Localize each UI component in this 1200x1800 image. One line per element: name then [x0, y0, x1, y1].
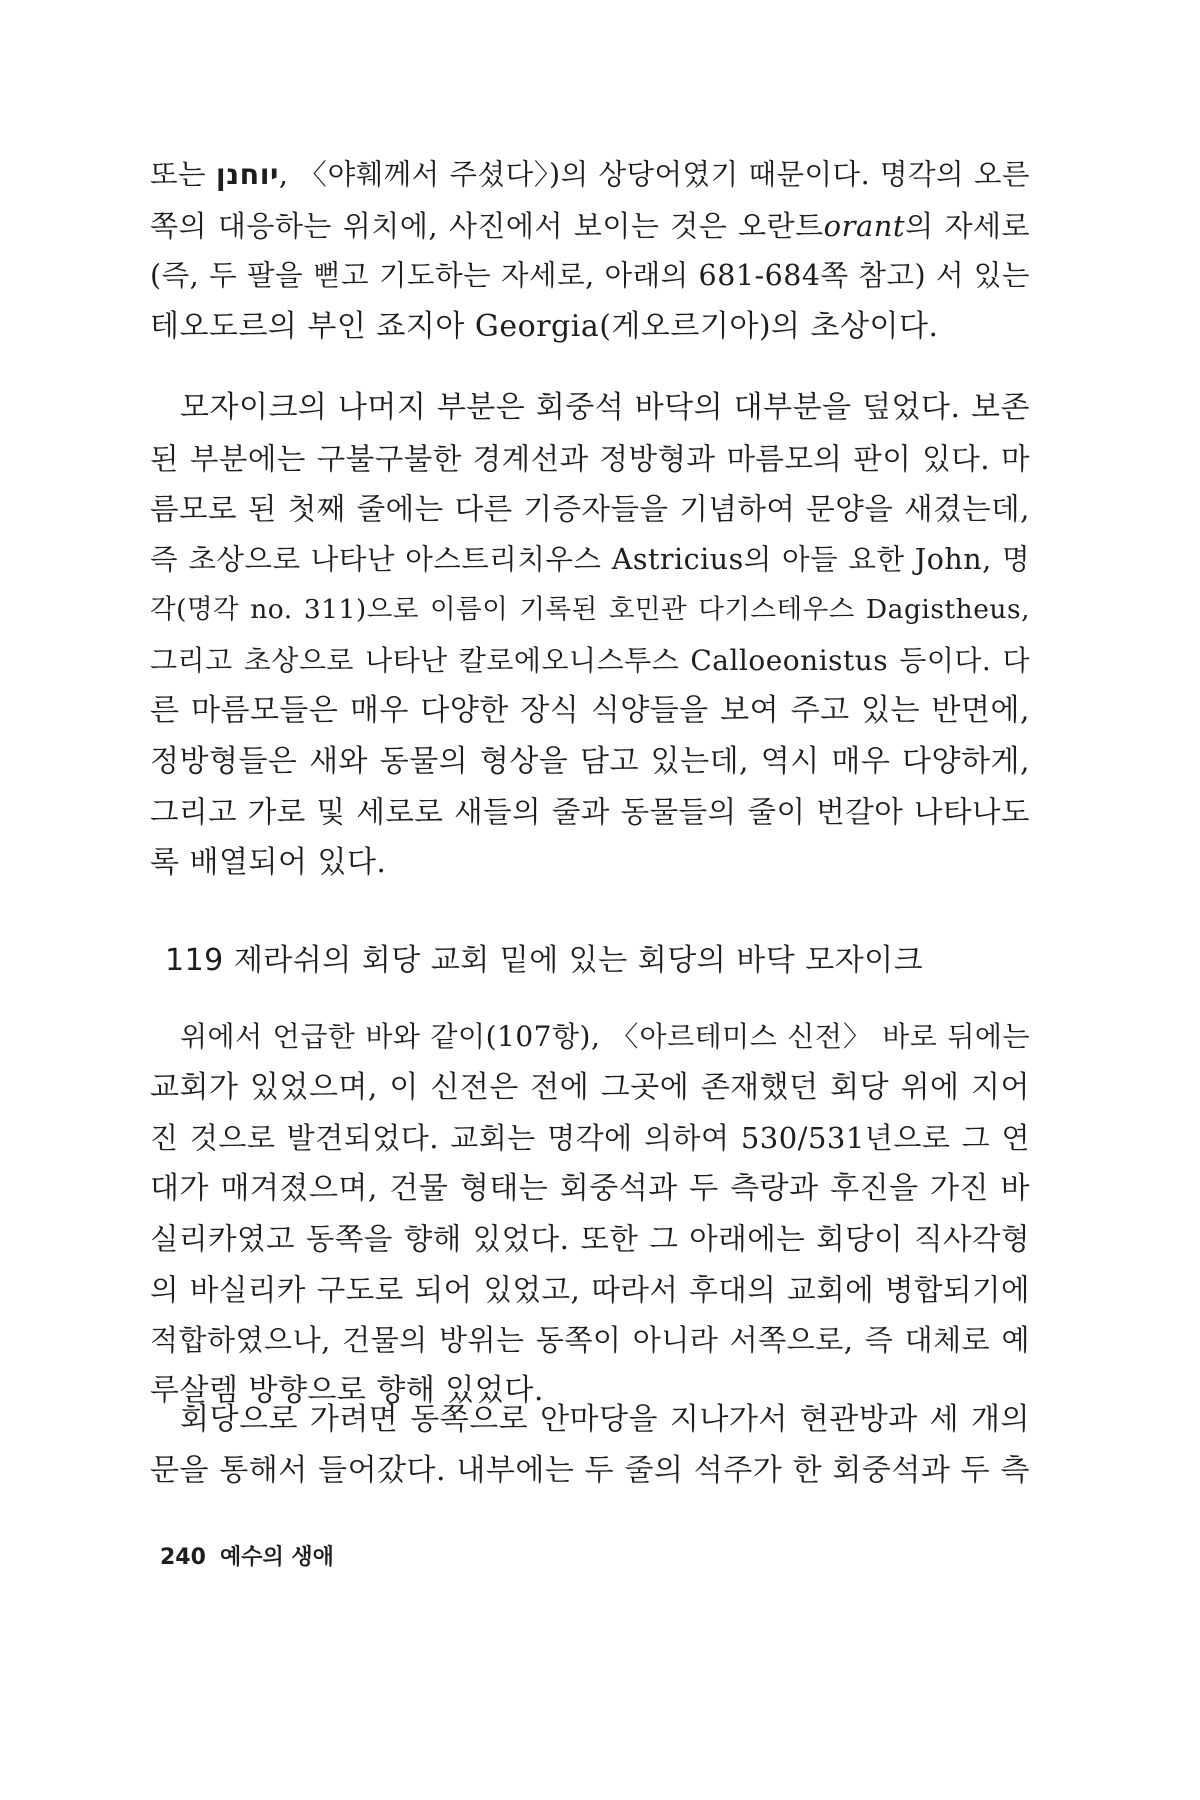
text-line: 진 것으로 발견되었다. 교회는 명각에 의하여 530/531년으로 그 연 [150, 1121, 1030, 1155]
text-line: 교회가 있었으며, 이 신전은 전에 그곳에 존재했던 회당 위에 지어 [150, 1069, 1030, 1105]
text-line: 된 부분에는 구불구불한 경계선과 정방형과 마름모의 판이 있다. 마 [150, 441, 1030, 476]
page-number: 240 [160, 1545, 206, 1570]
text-line: 록 배열되어 있다. [150, 844, 387, 880]
section-number: 119 [165, 943, 224, 978]
paragraph-church-synagogue [150, 1012, 1030, 1416]
text-line: 루살렘 방향으로 향해 있었다. [150, 1372, 544, 1408]
text-line: 회당으로 가려면 동쪽으로 안마당을 지나가서 현관방과 세 개의 [180, 1402, 1030, 1437]
text-line: 른 마름모들은 매우 다양한 장식 식양들을 보여 주고 있는 반면에, [150, 693, 1030, 728]
text-line: 즉 초상으로 나타난 아스트리치우스 Astricius의 아들 요한 John, 명 [150, 542, 1030, 576]
text-line: 각(명각 no. 311)으로 이름이 기록된 호민관 다기스테우스 Dagistheus, [150, 594, 1030, 625]
section-heading [165, 935, 923, 979]
section-title: 제라쉬의 회당 교회 밑에 있는 회당의 바닥 모자이크 [233, 943, 924, 978]
text-line: 테오도르의 부인 죠지아 Georgia(게오르기아)의 초상이다. [150, 308, 939, 344]
text-line: 그리고 가로 및 세로로 새들의 줄과 동물들의 줄이 번갈아 나타나도 [150, 795, 1030, 829]
text-line: 름모로 된 첫째 줄에는 다른 기증자들을 기념하여 문양을 새겼는데, [150, 492, 1030, 526]
hebrew-name: יוחנן [215, 158, 279, 191]
text-line: 위에서 언급한 바와 같이(107항), 〈아르테미스 신전〉 바로 뒤에는 [180, 1020, 1030, 1053]
text-line: 쪽의 대응하는 위치에, 사진에서 보이는 것은 오란트orant의 자세로 [150, 208, 1031, 243]
text-line: 적합하였으나, 건물의 방위는 동쪽이 아니라 서쪽으로, 즉 대체로 예 [150, 1323, 1030, 1357]
text-line: 의 바실리카 구도로 되어 있었고, 따라서 후대의 교회에 병합되기에 [150, 1272, 1030, 1307]
paragraph-georgia-portrait [150, 150, 1030, 352]
text-line: 또는 יוחנן, 〈야훼께서 주셨다〉)의 상당어였기 때문이다. 명각의 오른 [150, 158, 1031, 191]
paragraph-mosaic-remainder [150, 383, 1030, 888]
text-line: (즉, 두 팔을 뻗고 기도하는 자세로, 아래의 681-684쪽 참고) 서 있는 [150, 259, 1030, 292]
text-line: 그리고 초상으로 나타난 칼로에오니스투스 Calloeonistus 등이다. 다 [150, 643, 1030, 677]
text-line: 실리카였고 동쪽을 향해 있었다. 또한 그 아래에는 회당이 직사각형 [150, 1222, 1030, 1256]
paragraph-synagogue-entry [150, 1395, 1030, 1496]
italic-term-orant: orant [823, 208, 906, 243]
text-line: 정방형들은 새와 동물의 형상을 담고 있는데, 역시 매우 다양하게, [150, 743, 1030, 779]
text-line: 문을 통해서 들어갔다. 내부에는 두 줄의 석주가 한 회중석과 두 측 [150, 1452, 1030, 1488]
page-footer [160, 1540, 334, 1571]
running-title: 예수의 생애 [219, 1545, 334, 1570]
text-line: 모자이크의 나머지 부분은 회중석 바닥의 대부분을 덮었다. 보존 [180, 390, 1030, 425]
text-line: 대가 매겨졌으며, 건물 형태는 회중석과 두 측랑과 후진을 가진 바 [150, 1170, 1030, 1206]
